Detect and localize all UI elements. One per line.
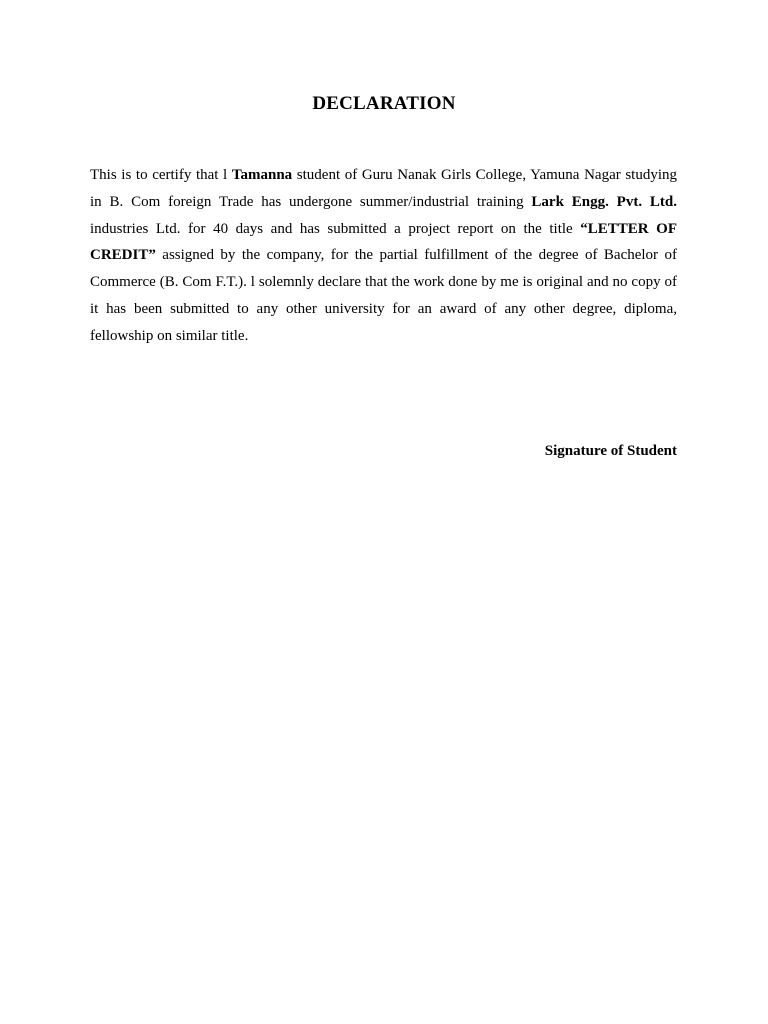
company-name: Lark Engg. Pvt. Ltd. [531, 193, 677, 210]
paragraph-text-1: This is to certify that l [90, 167, 232, 183]
page-title: DECLARATION [312, 93, 456, 114]
report-title: “LETTER OF CREDIT” [90, 220, 677, 264]
paragraph-text-4: assigned by the company, for the partial fulfillment of the degree of Bachelor of Commerce (B. Com F.T.). l solemnly declare that the work done by me is original and no copy of it has been submitted to any other university for an award of any other degree, diploma, fellowship on similar title. [90, 247, 677, 344]
student-name: Tamanna [231, 167, 293, 183]
paragraph-text-3: industries Ltd. for 40 days and has submitted a project report on the title [90, 220, 581, 237]
declaration-paragraph [90, 162, 677, 350]
paragraph-text-2: student of Guru Nanak Girls College, Yamuna Nagar studying in B. Com foreign Trade has undergone summer/industrial training [90, 167, 678, 210]
signature-label: Signature of Student [544, 443, 677, 459]
